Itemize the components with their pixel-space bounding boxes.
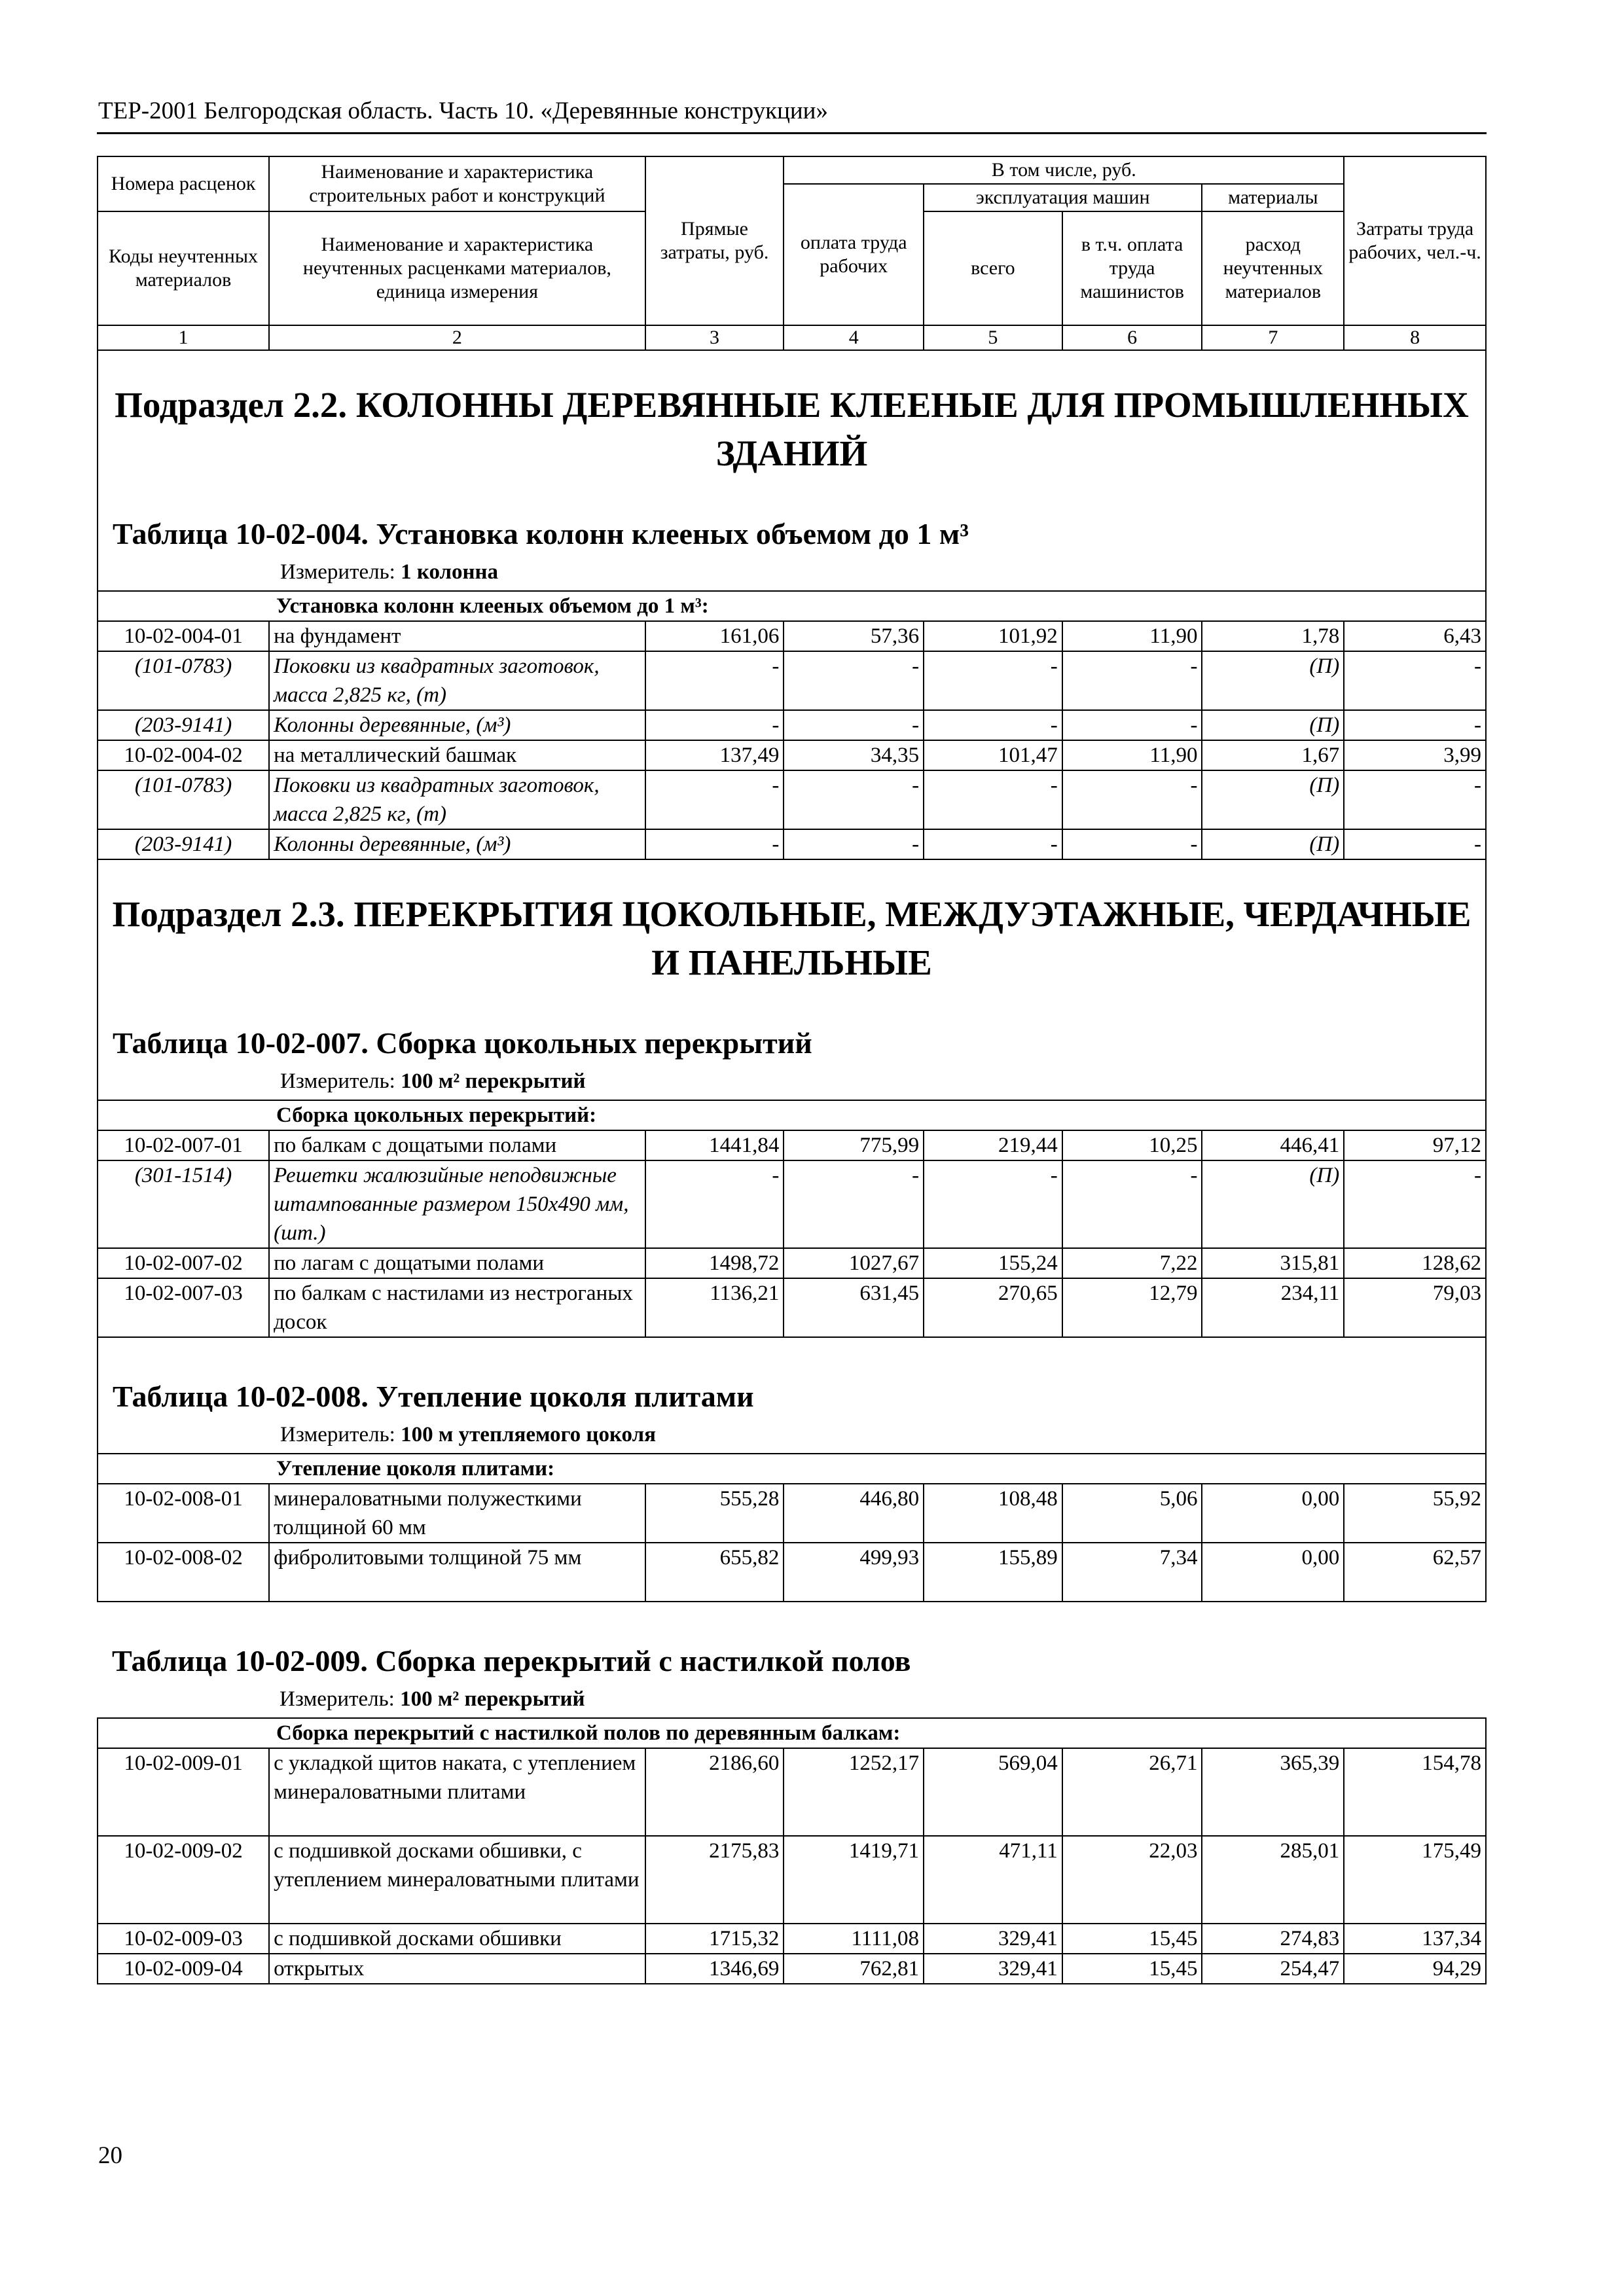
rate-name: на фундамент <box>269 621 645 651</box>
cell-labor: 175,49 <box>1344 1836 1486 1924</box>
rate-code: 10-02-007-02 <box>98 1248 269 1278</box>
col-number: 4 <box>784 325 924 350</box>
cell-materials: 0,00 <box>1202 1484 1344 1543</box>
cell-machines-total: - <box>924 770 1062 829</box>
rates-table <box>97 156 1487 1984</box>
col7-header: расход неучтенных материалов <box>1202 211 1344 325</box>
col-number: 7 <box>1202 325 1344 350</box>
cell-labor: 94,29 <box>1344 1954 1486 1984</box>
material-name: Поковки из квадратных заготовок, масса 2,825 кг, (т) <box>269 770 645 829</box>
page-header: ТЕР-2001 Белгородская область. Часть 10. «Деревянные конструкции» <box>98 98 828 124</box>
cell-worker-pay: - <box>784 770 924 829</box>
col2-bottom-header: Наименование и характеристика неучтенных расценками материалов, единица измерения <box>269 211 645 325</box>
table-row <box>98 1836 1486 1924</box>
cell-machinist-pay: - <box>1062 770 1202 829</box>
col1-top-header: Номера расценок <box>98 156 269 211</box>
col1-bottom-header: Коды неучтенных материалов <box>98 211 269 325</box>
col-number: 8 <box>1344 325 1486 350</box>
cell-labor: 79,03 <box>1344 1278 1486 1337</box>
measure-line <box>98 554 1485 590</box>
table-row <box>98 1748 1486 1836</box>
material-code: (301-1514) <box>98 1160 269 1248</box>
cell-machines-total: 329,41 <box>924 1924 1062 1954</box>
material-row <box>98 651 1486 710</box>
cell-labor: 62,57 <box>1344 1543 1486 1602</box>
material-row <box>98 770 1486 829</box>
cell-machines-total: - <box>924 651 1062 710</box>
machines-header: эксплуатация машин <box>924 184 1202 211</box>
group-title: Установка колонн клееных объемом до 1 м³: <box>98 591 1486 621</box>
cell-machines-total: 155,24 <box>924 1248 1062 1278</box>
section-22-header <box>98 350 1486 591</box>
cell-machinist-pay: 11,90 <box>1062 740 1202 770</box>
cell-direct-cost: 555,28 <box>645 1484 784 1543</box>
cell-direct-cost: 1498,72 <box>645 1248 784 1278</box>
cell-worker-pay: 57,36 <box>784 621 924 651</box>
cell-labor: - <box>1344 829 1486 859</box>
cell-direct-cost: - <box>645 710 784 740</box>
material-row <box>98 1160 1486 1248</box>
material-row <box>98 710 1486 740</box>
col3-header: Прямые затраты, руб. <box>645 156 784 325</box>
table-row <box>98 1130 1486 1160</box>
material-name: Колонны деревянные, (м³) <box>269 829 645 859</box>
rate-name: открытых <box>269 1954 645 1984</box>
cell-machines-total: - <box>924 1160 1062 1248</box>
section-title: Подраздел 2.2. КОЛОННЫ ДЕРЕВЯННЫЕ КЛЕЕНЫЕ ДЛЯ ПРОМЫШЛЕННЫХ ЗДАНИЙ <box>115 385 1469 473</box>
rate-code: 10-02-009-03 <box>98 1924 269 1954</box>
cell-labor: - <box>1344 710 1486 740</box>
cell-direct-cost: - <box>645 829 784 859</box>
measure-value: 1 колонна <box>401 560 499 584</box>
cell-worker-pay: 34,35 <box>784 740 924 770</box>
materials-header: материалы <box>1202 184 1344 211</box>
cell-materials: 285,01 <box>1202 1836 1344 1924</box>
table-title: Таблица 10-02-009. Сборка перекрытий с настилкой полов <box>112 1644 911 1677</box>
cell-machinist-pay: - <box>1062 651 1202 710</box>
cell-materials: 365,39 <box>1202 1748 1344 1836</box>
measure-label: Измеритель: <box>280 1423 395 1446</box>
col-number: 1 <box>98 325 269 350</box>
table-row <box>98 1954 1486 1984</box>
cell-machinist-pay: - <box>1062 1160 1202 1248</box>
cell-worker-pay: 1111,08 <box>784 1924 924 1954</box>
cell-materials: (П) <box>1202 829 1344 859</box>
cell-materials: 254,47 <box>1202 1954 1344 1984</box>
cell-materials: 1,67 <box>1202 740 1344 770</box>
cell-machines-total: 101,47 <box>924 740 1062 770</box>
included-group-header: В том числе, руб. <box>784 156 1344 184</box>
cell-machinist-pay: 7,34 <box>1062 1543 1202 1602</box>
cell-worker-pay: - <box>784 1160 924 1248</box>
cell-materials: (П) <box>1202 1160 1344 1248</box>
col-number: 2 <box>269 325 645 350</box>
rate-code: 10-02-004-01 <box>98 621 269 651</box>
cell-machines-total: 569,04 <box>924 1748 1062 1836</box>
rate-code: 10-02-008-02 <box>98 1543 269 1602</box>
cell-machinist-pay: 5,06 <box>1062 1484 1202 1543</box>
rate-code: 10-02-009-04 <box>98 1954 269 1984</box>
material-code: (203-9141) <box>98 710 269 740</box>
cell-machines-total: 471,11 <box>924 1836 1062 1924</box>
cell-direct-cost: - <box>645 770 784 829</box>
table-title: Таблица 10-02-008. Утепление цоколя плитами <box>113 1380 754 1413</box>
cell-machinist-pay: - <box>1062 829 1202 859</box>
cell-materials: 1,78 <box>1202 621 1344 651</box>
cell-materials: (П) <box>1202 651 1344 710</box>
cell-labor: - <box>1344 651 1486 710</box>
measure-label: Измеритель: <box>280 1069 395 1093</box>
cell-direct-cost: - <box>645 1160 784 1248</box>
cell-materials: 234,11 <box>1202 1278 1344 1337</box>
cell-direct-cost: 1346,69 <box>645 1954 784 1984</box>
table-title: Таблица 10-02-004. Установка колонн клееных объемом до 1 м³ <box>113 517 969 550</box>
cell-direct-cost: 1136,21 <box>645 1278 784 1337</box>
cell-direct-cost: 1715,32 <box>645 1924 784 1954</box>
cell-machines-total: 155,89 <box>924 1543 1062 1602</box>
col-number: 6 <box>1062 325 1202 350</box>
measure-value: 100 м² перекрытий <box>400 1687 585 1711</box>
cell-direct-cost: 2186,60 <box>645 1748 784 1836</box>
col8-header: Затраты труда рабочих, чел.-ч. <box>1344 156 1486 325</box>
table-title: Таблица 10-02-007. Сборка цокольных перекрытий <box>113 1026 812 1060</box>
header-row-1 <box>98 156 1486 184</box>
cell-worker-pay: - <box>784 651 924 710</box>
table-row <box>98 1924 1486 1954</box>
cell-materials: 0,00 <box>1202 1543 1344 1602</box>
rate-name: по лагам с дощатыми полами <box>269 1248 645 1278</box>
material-code: (203-9141) <box>98 829 269 859</box>
table-row <box>98 621 1486 651</box>
rate-name: по балкам с настилами из нестроганых досок <box>269 1278 645 1337</box>
cell-machinist-pay: 15,45 <box>1062 1924 1202 1954</box>
cell-materials: 446,41 <box>1202 1130 1344 1160</box>
group-title: Сборка цокольных перекрытий: <box>98 1100 1486 1130</box>
cell-machines-total: 219,44 <box>924 1130 1062 1160</box>
cell-machines-total: - <box>924 829 1062 859</box>
cell-direct-cost: 137,49 <box>645 740 784 770</box>
rate-code: 10-02-004-02 <box>98 740 269 770</box>
cell-worker-pay: 631,45 <box>784 1278 924 1337</box>
group-title: Утепление цоколя плитами: <box>98 1454 1486 1484</box>
cell-machines-total: 108,48 <box>924 1484 1062 1543</box>
rate-name: по балкам с дощатыми полами <box>269 1130 645 1160</box>
cell-machines-total: 270,65 <box>924 1278 1062 1337</box>
cell-worker-pay: 499,93 <box>784 1543 924 1602</box>
table-row <box>98 1248 1486 1278</box>
group-row <box>98 1100 1486 1130</box>
material-name: Решетки жалюзийные неподвижные штампованные размером 150х490 мм, (шт.) <box>269 1160 645 1248</box>
material-code: (101-0783) <box>98 770 269 829</box>
cell-labor: 154,78 <box>1344 1748 1486 1836</box>
measure-line <box>98 1681 1486 1717</box>
col2-top-header: Наименование и характеристика строительных работ и конструкций <box>269 156 645 211</box>
cell-direct-cost: 2175,83 <box>645 1836 784 1924</box>
cell-machinist-pay: 7,22 <box>1062 1248 1202 1278</box>
col6-header: в т.ч. оплата труда машинистов <box>1062 211 1202 325</box>
cell-machinist-pay: 26,71 <box>1062 1748 1202 1836</box>
group-row <box>98 1454 1486 1484</box>
group-title: Сборка перекрытий с настилкой полов по деревянным балкам: <box>98 1718 1486 1748</box>
measure-label: Измеритель: <box>280 560 395 584</box>
cell-machines-total: 329,41 <box>924 1954 1062 1984</box>
rate-name: с укладкой щитов наката, с утеплением минераловатными плитами <box>269 1748 645 1836</box>
material-name: Поковки из квадратных заготовок, масса 2,825 кг, (т) <box>269 651 645 710</box>
header-rule <box>97 132 1487 134</box>
rate-name: с подшивкой досками обшивки <box>269 1924 645 1954</box>
table-row <box>98 740 1486 770</box>
page-number: 20 <box>98 2142 122 2169</box>
table-row <box>98 1484 1486 1543</box>
group-row <box>98 591 1486 621</box>
cell-labor: - <box>1344 1160 1486 1248</box>
section-23-header <box>98 859 1486 1100</box>
col5-header: всего <box>924 211 1062 325</box>
table-008-header <box>98 1337 1486 1454</box>
cell-machinist-pay: 22,03 <box>1062 1836 1202 1924</box>
cell-machinist-pay: - <box>1062 710 1202 740</box>
cell-materials: 315,81 <box>1202 1248 1344 1278</box>
table-row <box>98 1278 1486 1337</box>
cell-direct-cost: 161,06 <box>645 621 784 651</box>
cell-worker-pay: 446,80 <box>784 1484 924 1543</box>
cell-direct-cost: 1441,84 <box>645 1130 784 1160</box>
measure-label: Измеритель: <box>280 1687 395 1711</box>
cell-machines-total: 101,92 <box>924 621 1062 651</box>
table-row <box>98 1543 1486 1602</box>
rate-name: на металлический башмак <box>269 740 645 770</box>
rate-code: 10-02-007-01 <box>98 1130 269 1160</box>
group-row <box>98 1718 1486 1748</box>
measure-value: 100 м утепляемого цоколя <box>401 1423 656 1446</box>
cell-worker-pay: - <box>784 710 924 740</box>
cell-machines-total: - <box>924 710 1062 740</box>
cell-labor: 128,62 <box>1344 1248 1486 1278</box>
col4-header: оплата труда рабочих <box>784 184 924 325</box>
cell-worker-pay: 775,99 <box>784 1130 924 1160</box>
cell-materials: 274,83 <box>1202 1924 1344 1954</box>
measure-line <box>98 1416 1485 1453</box>
rate-name: минераловатными полужесткими толщиной 60 мм <box>269 1484 645 1543</box>
section-title: Подраздел 2.3. ПЕРЕКРЫТИЯ ЦОКОЛЬНЫЕ, МЕЖДУЭТАЖНЫЕ, ЧЕРДАЧНЫЕ И ПАНЕЛЬНЫЕ <box>112 894 1471 982</box>
rate-code: 10-02-009-02 <box>98 1836 269 1924</box>
measure-value: 100 м² перекрытий <box>401 1069 586 1093</box>
rate-name: фибролитовыми толщиной 75 мм <box>269 1543 645 1602</box>
material-row <box>98 829 1486 859</box>
material-code: (101-0783) <box>98 651 269 710</box>
measure-line <box>98 1063 1485 1100</box>
cell-worker-pay: - <box>784 829 924 859</box>
cell-worker-pay: 762,81 <box>784 1954 924 1984</box>
rate-code: 10-02-008-01 <box>98 1484 269 1543</box>
col-number: 3 <box>645 325 784 350</box>
cell-worker-pay: 1252,17 <box>784 1748 924 1836</box>
column-numbers-row <box>98 325 1486 350</box>
material-name: Колонны деревянные, (м³) <box>269 710 645 740</box>
cell-labor: 3,99 <box>1344 740 1486 770</box>
cell-machinist-pay: 12,79 <box>1062 1278 1202 1337</box>
cell-machinist-pay: 11,90 <box>1062 621 1202 651</box>
cell-labor: 6,43 <box>1344 621 1486 651</box>
cell-worker-pay: 1027,67 <box>784 1248 924 1278</box>
col-number: 5 <box>924 325 1062 350</box>
cell-machinist-pay: 15,45 <box>1062 1954 1202 1984</box>
cell-worker-pay: 1419,71 <box>784 1836 924 1924</box>
cell-direct-cost: - <box>645 651 784 710</box>
table-009-header <box>98 1602 1486 1718</box>
cell-machinist-pay: 10,25 <box>1062 1130 1202 1160</box>
cell-labor: - <box>1344 770 1486 829</box>
cell-labor: 97,12 <box>1344 1130 1486 1160</box>
rate-name: с подшивкой досками обшивки, с утеплением минераловатными плитами <box>269 1836 645 1924</box>
rate-code: 10-02-009-01 <box>98 1748 269 1836</box>
cell-materials: (П) <box>1202 770 1344 829</box>
rate-code: 10-02-007-03 <box>98 1278 269 1337</box>
cell-labor: 137,34 <box>1344 1924 1486 1954</box>
cell-materials: (П) <box>1202 710 1344 740</box>
cell-direct-cost: 655,82 <box>645 1543 784 1602</box>
cell-labor: 55,92 <box>1344 1484 1486 1543</box>
